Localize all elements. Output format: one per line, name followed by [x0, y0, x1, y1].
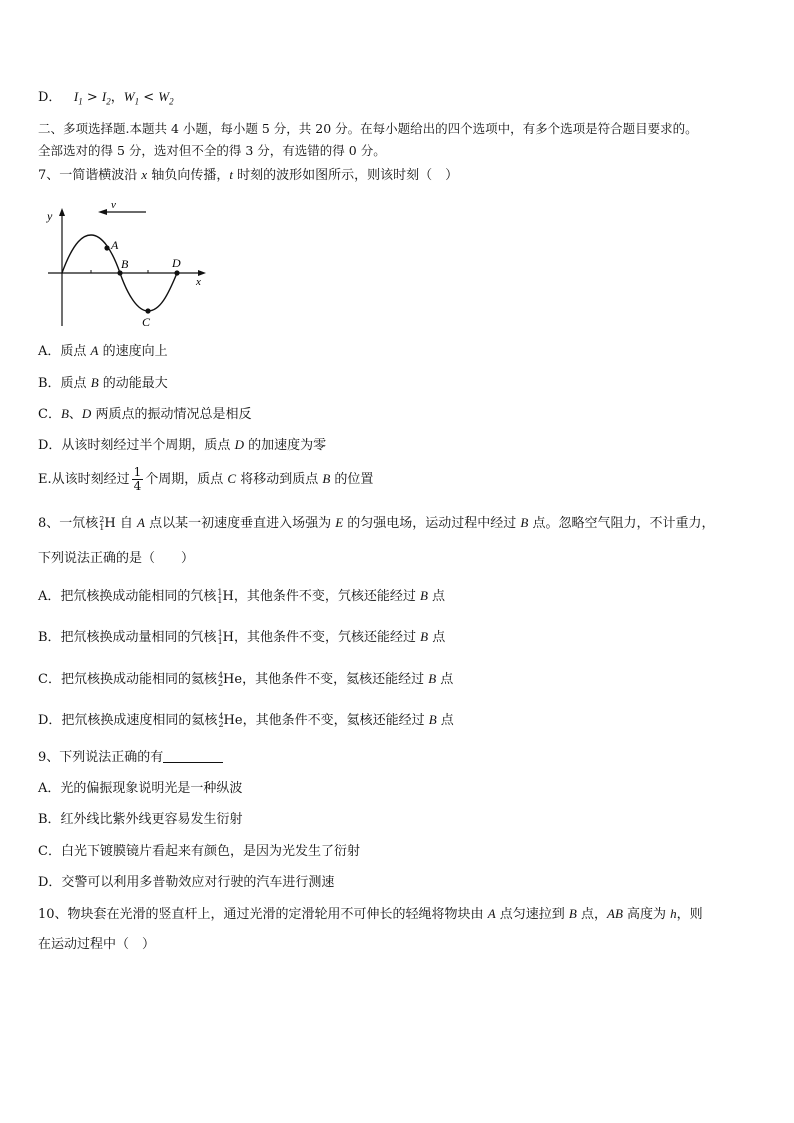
point-b-marker — [117, 270, 122, 275]
fraction-one-quarter: $\frac{1}{4}$ — [133, 465, 142, 493]
q10-stem-line2: 在运动过程中（ ） — [38, 937, 156, 952]
q10-stem: 10、物块套在光滑的竖直杆上，通过光滑的定滑轮用不可伸长的轻绳将物块由 A 点匀速拉到 B 点，AB 高度为 h，则 — [38, 906, 703, 922]
q7-option-a: A．质点 A 的速度向上 — [38, 343, 168, 359]
isotope-deuterium: 2 1 — [99, 515, 105, 532]
x-axis-label: x — [196, 276, 201, 288]
point-d-marker — [174, 270, 179, 275]
wave-figure — [38, 200, 218, 330]
q8-option-b: B．把氘核换成动量相同的氕核 1 1 H，其他条件不变，氕核还能经过 B 点 — [38, 629, 446, 646]
point-a-marker — [104, 245, 109, 250]
q8-stem-line2: 下列说法正确的是（ ） — [38, 551, 195, 566]
section2-line2: 全部选对的得 5 分，选对但不全的得 3 分，有选错的得 0 分。 — [38, 143, 386, 158]
section2-line1: 二、多项选择题.本题共 4 小题，每小题 5 分，共 20 分。在每小题给出的四个选项中，有多个选项是符合题目要求的。 — [38, 121, 698, 136]
current-i2: $I_2$ — [101, 89, 111, 107]
q8-option-d: D．把氘核换成速度相同的氦核 4 2 He，其他条件不变，氦核还能经过 B 点 — [38, 712, 454, 729]
y-axis-label: y — [47, 209, 53, 223]
point-a-label: A — [111, 238, 119, 252]
q6-option-d: D． $I_1 > I_2$，$W_1 < W_2$ — [38, 89, 174, 107]
work-w2: $W_2$ — [158, 89, 174, 107]
isotope-protium: 1 1 — [217, 588, 223, 605]
work-w1: $W_1$ — [123, 89, 140, 107]
option-label: D． — [38, 90, 62, 105]
q9-option-a: A．光的偏振现象说明光是一种纵波 — [38, 781, 243, 796]
q7-option-d: D．从该时刻经过半个周期，质点 D 的加速度为零 — [38, 437, 327, 453]
point-b-label: B — [121, 257, 129, 271]
q9-option-c: C．白光下镀膜镜片看起来有颜色，是因为光发生了衍射 — [38, 844, 360, 859]
isotope-helium: 4 2 — [217, 671, 224, 688]
y-axis-arrow — [59, 208, 65, 216]
velocity-label: v — [111, 200, 116, 211]
answer-blank — [163, 762, 223, 763]
q7-option-e: E.从该时刻经过 $\frac{1}{4}$ 个周期，质点 C 将移动到质点 B 的位置 — [38, 465, 374, 493]
q7-option-c: C．B、D 两质点的振动情况总是相反 — [38, 406, 252, 422]
velocity-arrowhead — [98, 209, 107, 215]
q9-stem: 9、下列说法正确的有 — [38, 749, 223, 767]
point-d-label: D — [172, 256, 181, 270]
q8-option-c: C．把氘核换成动能相同的氦核 4 2 He，其他条件不变，氦核还能经过 B 点 — [38, 671, 454, 688]
q8-stem: 8、一氘核 2 1 H 自 A 点以某一初速度垂直进入场强为 E 的匀强电场，运动过程中经过 B 点。忽略空气阻力，不计重力， — [38, 515, 715, 532]
current-i1: $I_1$ — [73, 89, 83, 107]
q9-option-b: B．红外线比紫外线更容易发生衍射 — [38, 812, 243, 827]
point-c-label: C — [142, 315, 151, 329]
q8-option-a: A．把氘核换成动能相同的氕核 1 1 H，其他条件不变，氕核还能经过 B 点 — [38, 588, 446, 605]
q9-option-d: D．交警可以利用多普勒效应对行驶的汽车进行测速 — [38, 875, 335, 890]
point-c-marker — [145, 308, 150, 313]
isotope-helium: 4 2 — [218, 712, 224, 729]
isotope-protium: 1 1 — [217, 629, 223, 646]
q7-stem: 7、一简谐横波沿 x 轴负向传播，t 时刻的波形如图所示，则该时刻（ ） — [38, 167, 459, 183]
q7-option-b: B．质点 B 的动能最大 — [38, 375, 168, 391]
